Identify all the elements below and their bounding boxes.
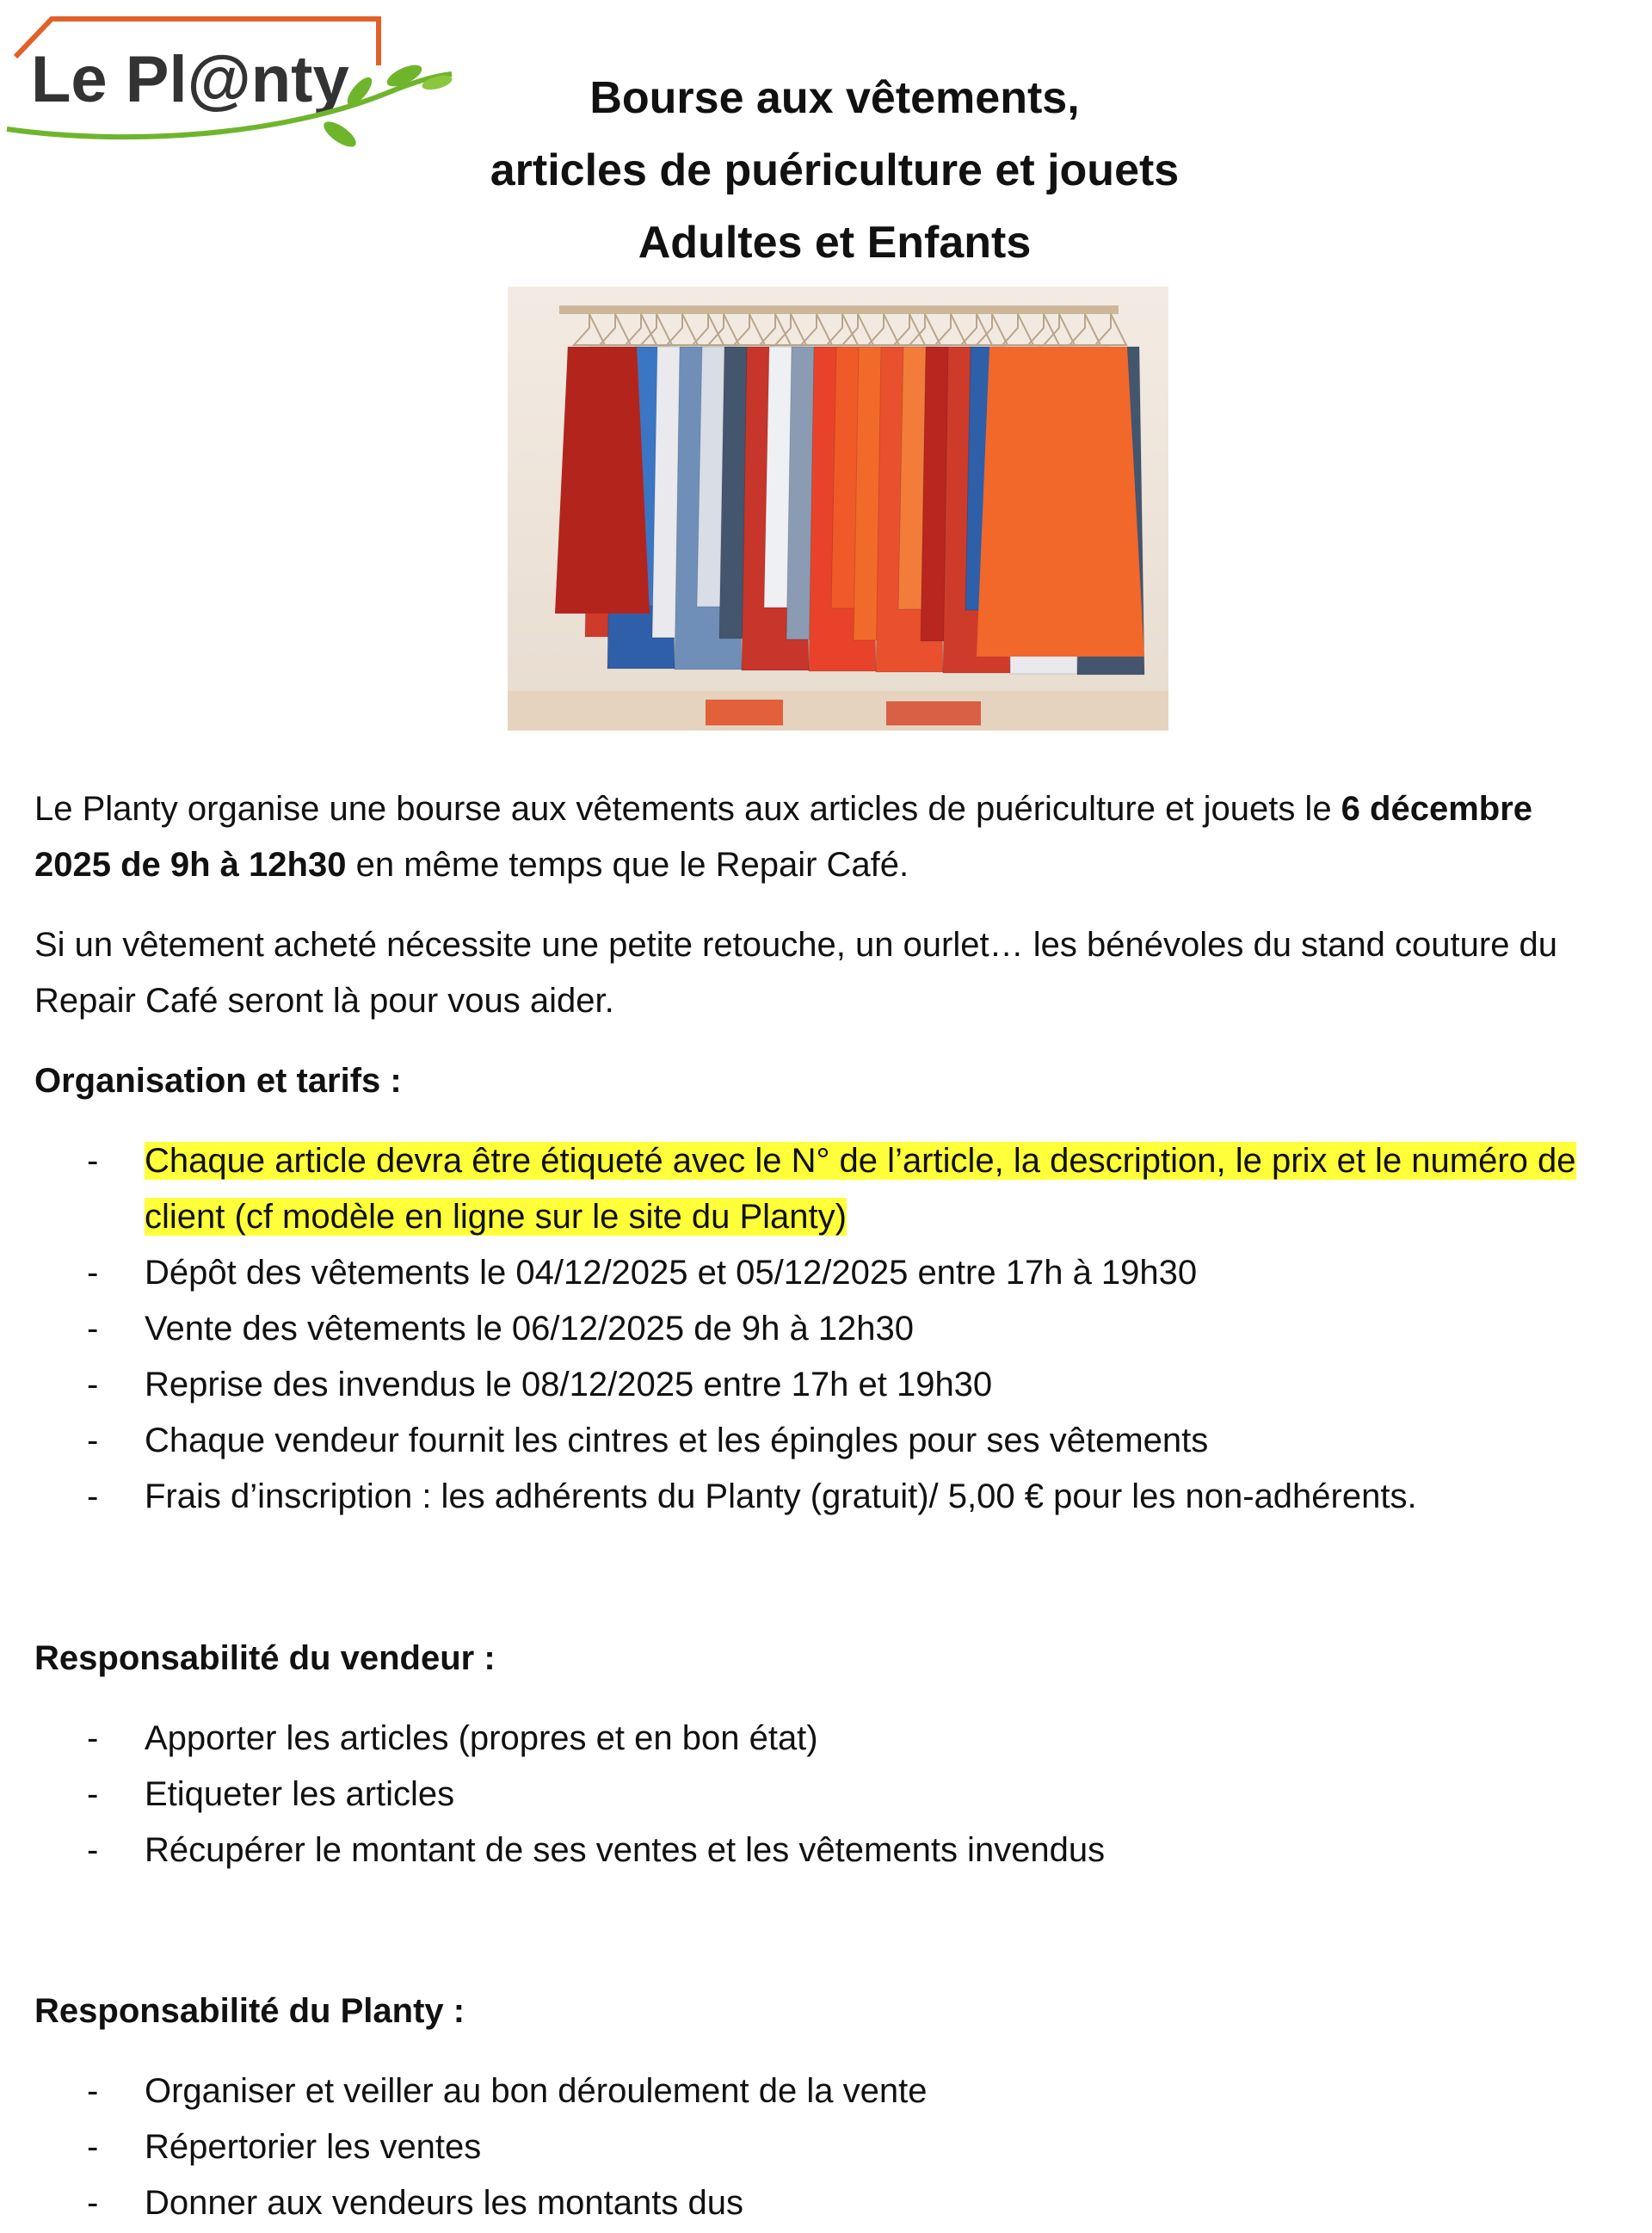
list-item-text: Reprise des invendus le 08/12/2025 entre 17h et 19h30	[145, 1366, 993, 1403]
organisation-list	[0, 1133, 1652, 1525]
title-line-3: Adultes et Enfants	[638, 218, 1032, 268]
intro-paragraph-1	[34, 781, 1618, 893]
bullet-dash: -	[87, 1366, 99, 1403]
list-item	[0, 1245, 1652, 1301]
list-item	[0, 1711, 1652, 1767]
bullet-dash: -	[87, 2072, 99, 2110]
folded-clothes	[706, 700, 783, 725]
title-line-1: Bourse aux vêtements,	[589, 73, 1080, 123]
list-item	[0, 1133, 1652, 1245]
list-item-text: Donner aux vendeurs les montants dus	[145, 2184, 743, 2222]
intro-paragraph-2: Si un vêtement acheté nécessite une petite retouche, un ourlet… les bénévoles du stand couture du Repair Café seront là pour vous aider.	[34, 926, 1558, 1020]
intro-text-a: Le Planty organise une bourse aux vêtements aux articles de puériculture et jouets le	[34, 790, 1341, 828]
list-item-text: Chaque vendeur fournit les cintres et les épingles pour ses vêtements	[145, 1422, 1209, 1459]
list-item	[0, 2063, 1652, 2119]
section-heading-organisation: Organisation et tarifs :	[34, 1062, 402, 1100]
list-item-text: Apporter les articles (propres et en bon état)	[145, 1719, 818, 1757]
list-item-text: Etiqueter les articles	[145, 1775, 455, 1813]
list-item	[0, 1823, 1652, 1878]
bullet-dash: -	[87, 1831, 99, 1869]
planty-list	[0, 2063, 1652, 2231]
bullet-dash: -	[87, 1477, 99, 1515]
list-item	[0, 1413, 1652, 1469]
list-item	[0, 2175, 1652, 2231]
bullet-dash: -	[87, 1310, 99, 1348]
list-item-text: Vente des vêtements le 06/12/2025 de 9h à 12h30	[145, 1310, 915, 1348]
list-item-text: Répertorier les ventes	[145, 2128, 482, 2166]
garment-shape	[977, 347, 1144, 657]
garment-shape	[555, 347, 650, 614]
intro-text-c: en même temps que le Repair Café.	[346, 846, 909, 884]
page-title	[413, 62, 1256, 279]
clothes-rack-image	[508, 287, 1168, 731]
bullet-dash: -	[87, 1142, 99, 1180]
list-item	[0, 1357, 1652, 1413]
section-heading-vendeur: Responsabilité du vendeur :	[34, 1639, 496, 1677]
list-item-text: Frais d’inscription : les adhérents du Planty (gratuit)/ 5,00 € pour les non-adhérents.	[145, 1477, 1417, 1515]
logo-text: Le Pl@nty	[31, 43, 349, 116]
list-item	[0, 1767, 1652, 1823]
list-item	[0, 1301, 1652, 1357]
section-heading-planty: Responsabilité du Planty :	[34, 1992, 465, 2030]
list-item	[0, 1469, 1652, 1525]
list-item	[0, 2119, 1652, 2175]
bullet-dash: -	[87, 1775, 99, 1813]
list-item-text: Récupérer le montant de ses ventes et les vêtements invendus	[145, 1831, 1106, 1869]
bullet-dash: -	[87, 2128, 99, 2166]
bullet-dash: -	[87, 1422, 99, 1459]
bullet-dash: -	[87, 2184, 99, 2222]
highlighted-item-text: Chaque article devra être étiqueté avec le N° de l’article, la description, le prix et le numéro de client (cf modèle en ligne sur le site du Planty)	[145, 1142, 1576, 1236]
list-item-text: Dépôt des vêtements le 04/12/2025 et 05/12/2025 entre 17h à 19h30	[145, 1254, 1198, 1292]
list-item-text: Organiser et veiller au bon déroulement de la vente	[145, 2072, 928, 2110]
vendeur-list	[0, 1711, 1652, 1878]
photo-floor	[508, 691, 1168, 731]
bullet-dash: -	[87, 1719, 99, 1757]
le-planty-logo	[0, 7, 465, 153]
bullet-dash: -	[87, 1254, 99, 1292]
intro-event-date: 6 décembre 2025 de 9h à 12h30	[34, 790, 1533, 884]
title-line-2: articles de puériculture et jouets	[490, 145, 1180, 195]
logo-graphic	[0, 7, 465, 153]
garment-group	[555, 314, 1144, 675]
folded-clothes	[886, 701, 981, 725]
leaf-icon	[320, 117, 360, 151]
rack-rail	[559, 305, 1119, 314]
clothes-rack-illustration	[508, 287, 1168, 731]
